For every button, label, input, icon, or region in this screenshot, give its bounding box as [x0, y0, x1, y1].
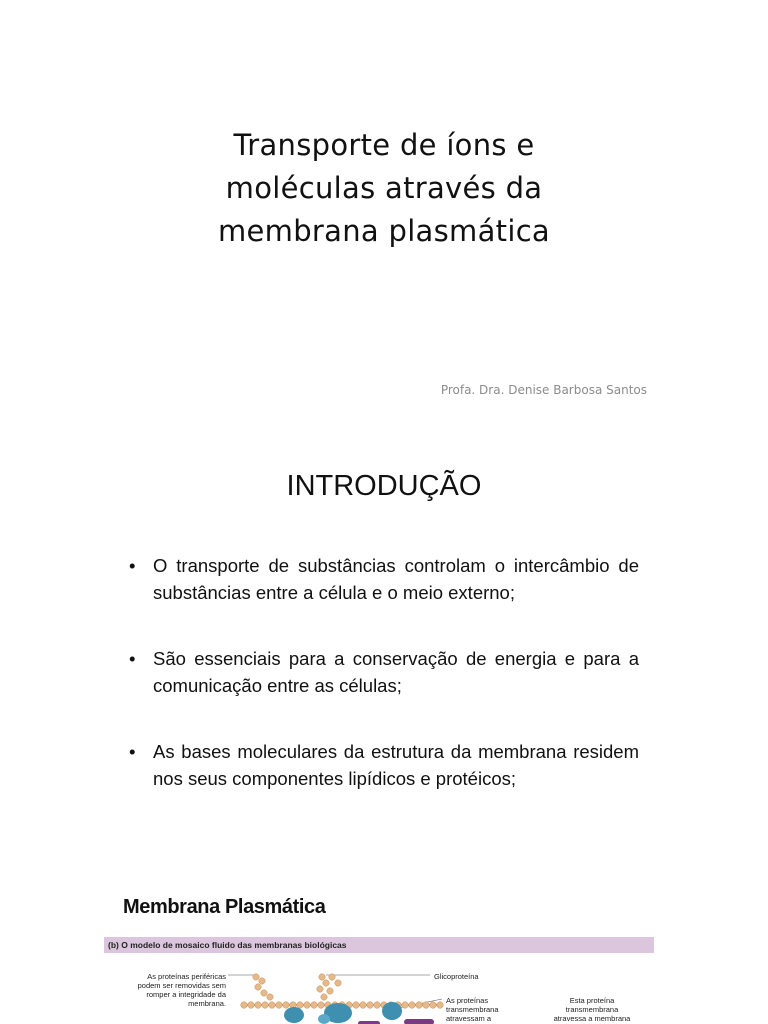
lipid-head	[269, 1002, 276, 1009]
list-item	[127, 645, 639, 699]
figure-section-title: Membrana Plasmática	[123, 896, 326, 918]
lipid-head	[353, 1002, 360, 1009]
list-item	[127, 552, 639, 606]
bullet-text: O transporte de substâncias controlam o intercâmbio de substâncias entre a célula e o meio externo;	[153, 555, 639, 603]
bullet-text: As bases moleculares da estrutura da membrana residem nos seus componentes lipídicos e protéicos;	[153, 741, 639, 789]
membrane-figure	[104, 937, 654, 1024]
lipid-head	[437, 1002, 444, 1009]
lipid-head	[276, 1002, 283, 1009]
lipid-head	[402, 1002, 409, 1009]
lipid-head	[374, 1002, 381, 1009]
label-this-protein: Esta proteína transmembrana atravessa a membrana	[553, 996, 631, 1023]
bullet-text: São essenciais para a conservação de energia e para a comunicação entre as células;	[153, 648, 639, 696]
lipid-head	[416, 1002, 423, 1009]
title-line-3: membrana plasmática	[217, 214, 551, 248]
label-glycoprotein: Glicoproteína	[434, 972, 479, 981]
lipid-head	[248, 1002, 255, 1009]
lipid-head	[409, 1002, 416, 1009]
author-name: Profa. Dra. Denise Barbosa Santos	[440, 383, 647, 397]
lipid-head	[318, 1002, 325, 1009]
lipid-head	[311, 1002, 318, 1009]
lipid-head	[423, 1002, 430, 1009]
label-peripheral-proteins: As proteínas periféricas podem ser removidas sem romper a integridade da membrana.	[137, 972, 226, 1008]
lipid-head	[262, 1002, 269, 1009]
figure-header: (b) O modelo de mosaico fluido das membranas biológicas	[104, 937, 654, 953]
title-line-2: moléculas através da	[225, 171, 543, 205]
lipid-head	[304, 1002, 311, 1009]
presentation-title	[150, 124, 618, 253]
lipid-head	[297, 1002, 304, 1009]
lipid-head	[241, 1002, 248, 1009]
title-line-1: Transporte de íons e	[233, 128, 535, 162]
label-transmembrane-proteins: As proteínas transmembrana atravessam a	[446, 996, 499, 1023]
bullet-icon: •	[129, 741, 136, 762]
lipid-head	[430, 1002, 437, 1009]
lipid-head	[360, 1002, 367, 1009]
lipid-head	[255, 1002, 262, 1009]
list-item	[127, 738, 639, 792]
section-title: INTRODUÇÃO	[286, 470, 482, 502]
lipid-head	[283, 1002, 290, 1009]
bullet-icon: •	[129, 555, 136, 576]
lipid-head	[367, 1002, 374, 1009]
bullet-list	[127, 552, 639, 831]
bullet-icon: •	[129, 648, 136, 669]
